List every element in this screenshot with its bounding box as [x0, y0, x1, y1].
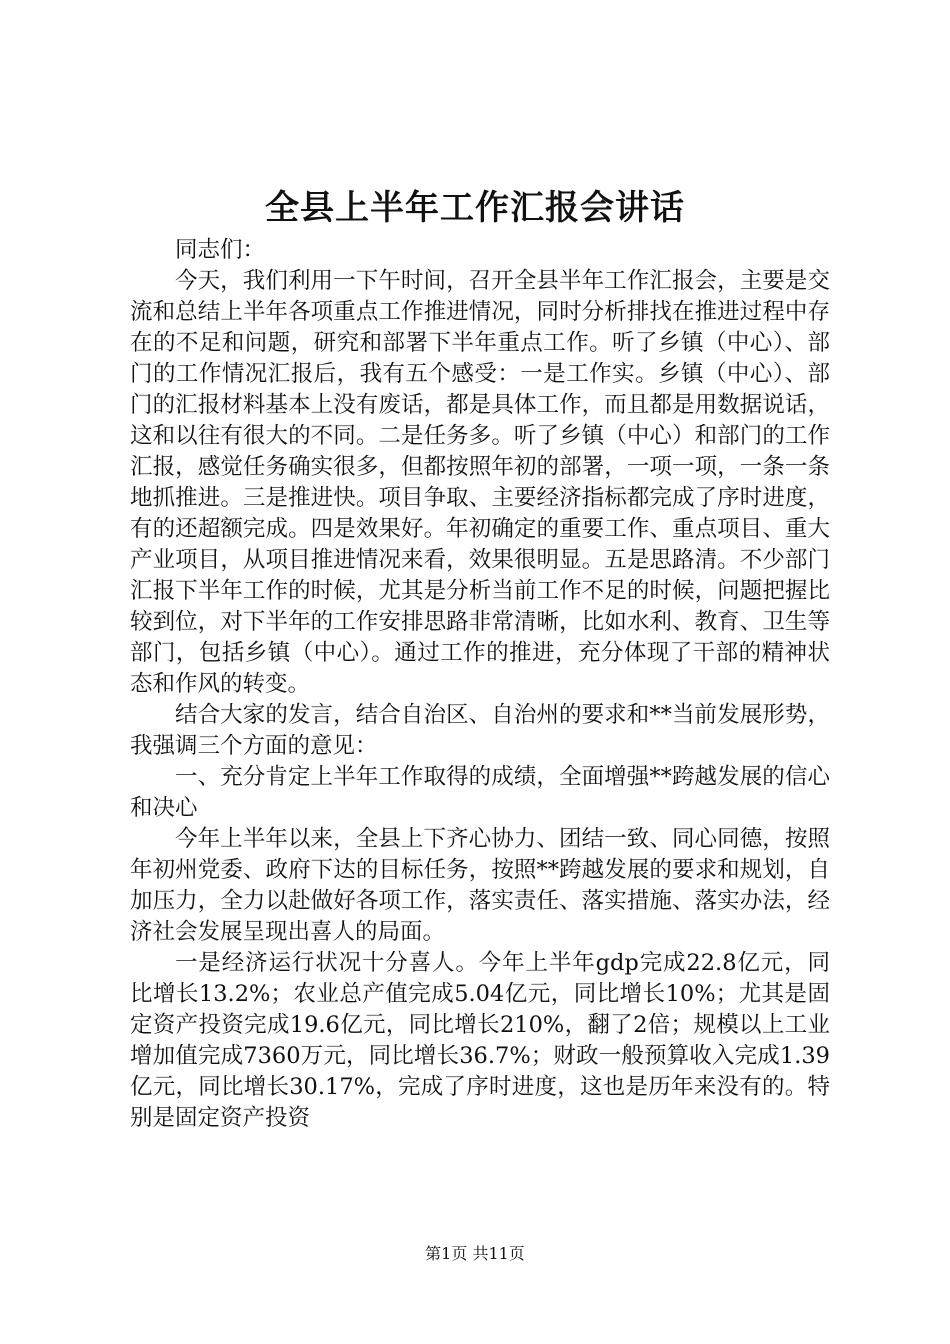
page-number: 第1页 共11页 — [425, 1244, 525, 1263]
paragraph-economy: 一是经济运行状况十分喜人。今年上半年gdp完成22.8亿元，同比增长13.2%；农业总产值完成5.04亿元，同比增长10%；尤其是固定资产投资完成19.6亿元，同比增长210%，翻了2倍；规模以上工业增加值完成7360万元，同比增长36.7%；财政一般预算收入完成1.39亿元，同比增长30.17%，完成了序时进度，这也是历年来没有的。特别是固定资产投资 — [130, 950, 830, 1131]
document-body — [130, 235, 830, 1134]
paragraph-intro: 今天，我们利用一下午时间，召开全县半年工作汇报会，主要是交流和总结上半年各项重点工作推进情况，同时分析排找在推进过程中存在的不足和问题，研究和部署下半年重点工作。听了乡镇（中心）、部门的工作情况汇报后，我有五个感受：一是工作实。乡镇（中心）、部门的汇报材料基本上没有废话，都是具体工作，而且都是用数据说话，这和以往有很大的不同。二是任务多。听了乡镇（中心）和部门的工作汇报，感觉任务确实很多，但都按照年初的部署，一项一项，一条一条地抓推进。三是推进快。项目争取、主要经济指标都完成了序时进度，有的还超额完成。四是效果好。年初确定的重要工作、重点项目、重大产业项目，从项目推进情况来看，效果很明显。五是思路清。不少部门汇报下半年工作的时候，尤其是分析当前工作不足的时候，问题把握比较到位，对下半年的工作安排思路非常清晰，比如水利、教育、卫生等部门，包括乡镇（中心）。通过工作的推进，充分体现了干部的精神状态和作风的转变。 — [130, 268, 830, 697]
paragraph-overview: 今年上半年以来，全县上下齐心协力、团结一致、同心同德，按照年初州党委、政府下达的目标任务，按照**跨越发展的要求和规划，自加压力，全力以赴做好各项工作，落实责任、落实措施、落实办法，经济社会发展呈现出喜人的局面。 — [130, 826, 830, 945]
paragraph-salutation: 同志们： — [175, 237, 266, 263]
paragraph-section-heading: 一、充分肯定上半年工作取得的成绩，全面增强**跨越发展的信心和决心 — [130, 764, 830, 821]
paragraph-opinions: 结合大家的发言，结合自治区、自治州的要求和**当前发展形势，我强调三个方面的意见： — [130, 702, 830, 759]
document-title: 全县上半年工作汇报会讲话 — [265, 188, 685, 228]
